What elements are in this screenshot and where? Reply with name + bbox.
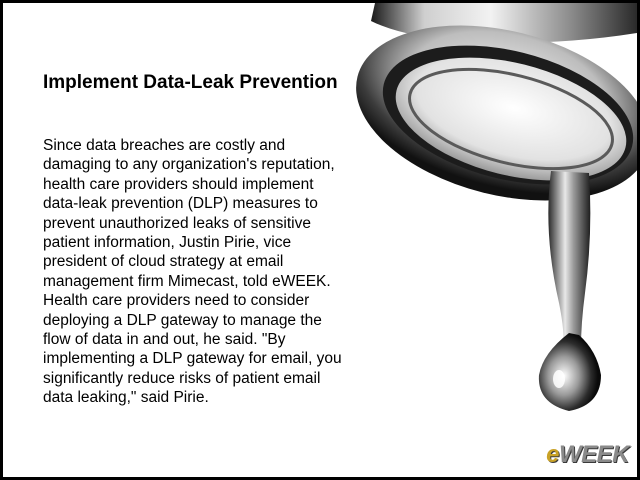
slide-body-text: Since data breaches are costly and damaging to any organization's reputation, health care providers should implement data-leak prevention (DLP) measures to prevent unauthorized leaks of sensitive patient information, Justin Pirie, vice president of cloud strategy at email management firm Mimecast, told eWEEK. Health care providers need to consider deploying a DLP gateway to manage the flow of data in and out, he said. "By implementing a DLP gateway for email, you significantly reduce risks of patient email data leaking," said Pirie. — [43, 137, 342, 407]
slide — [3, 3, 637, 477]
slide-title: Implement Data-Leak Prevention — [43, 72, 338, 93]
eweek-logo — [546, 441, 629, 469]
logo-prefix: e — [546, 441, 559, 468]
logo-wordmark: WEEK — [559, 441, 629, 468]
